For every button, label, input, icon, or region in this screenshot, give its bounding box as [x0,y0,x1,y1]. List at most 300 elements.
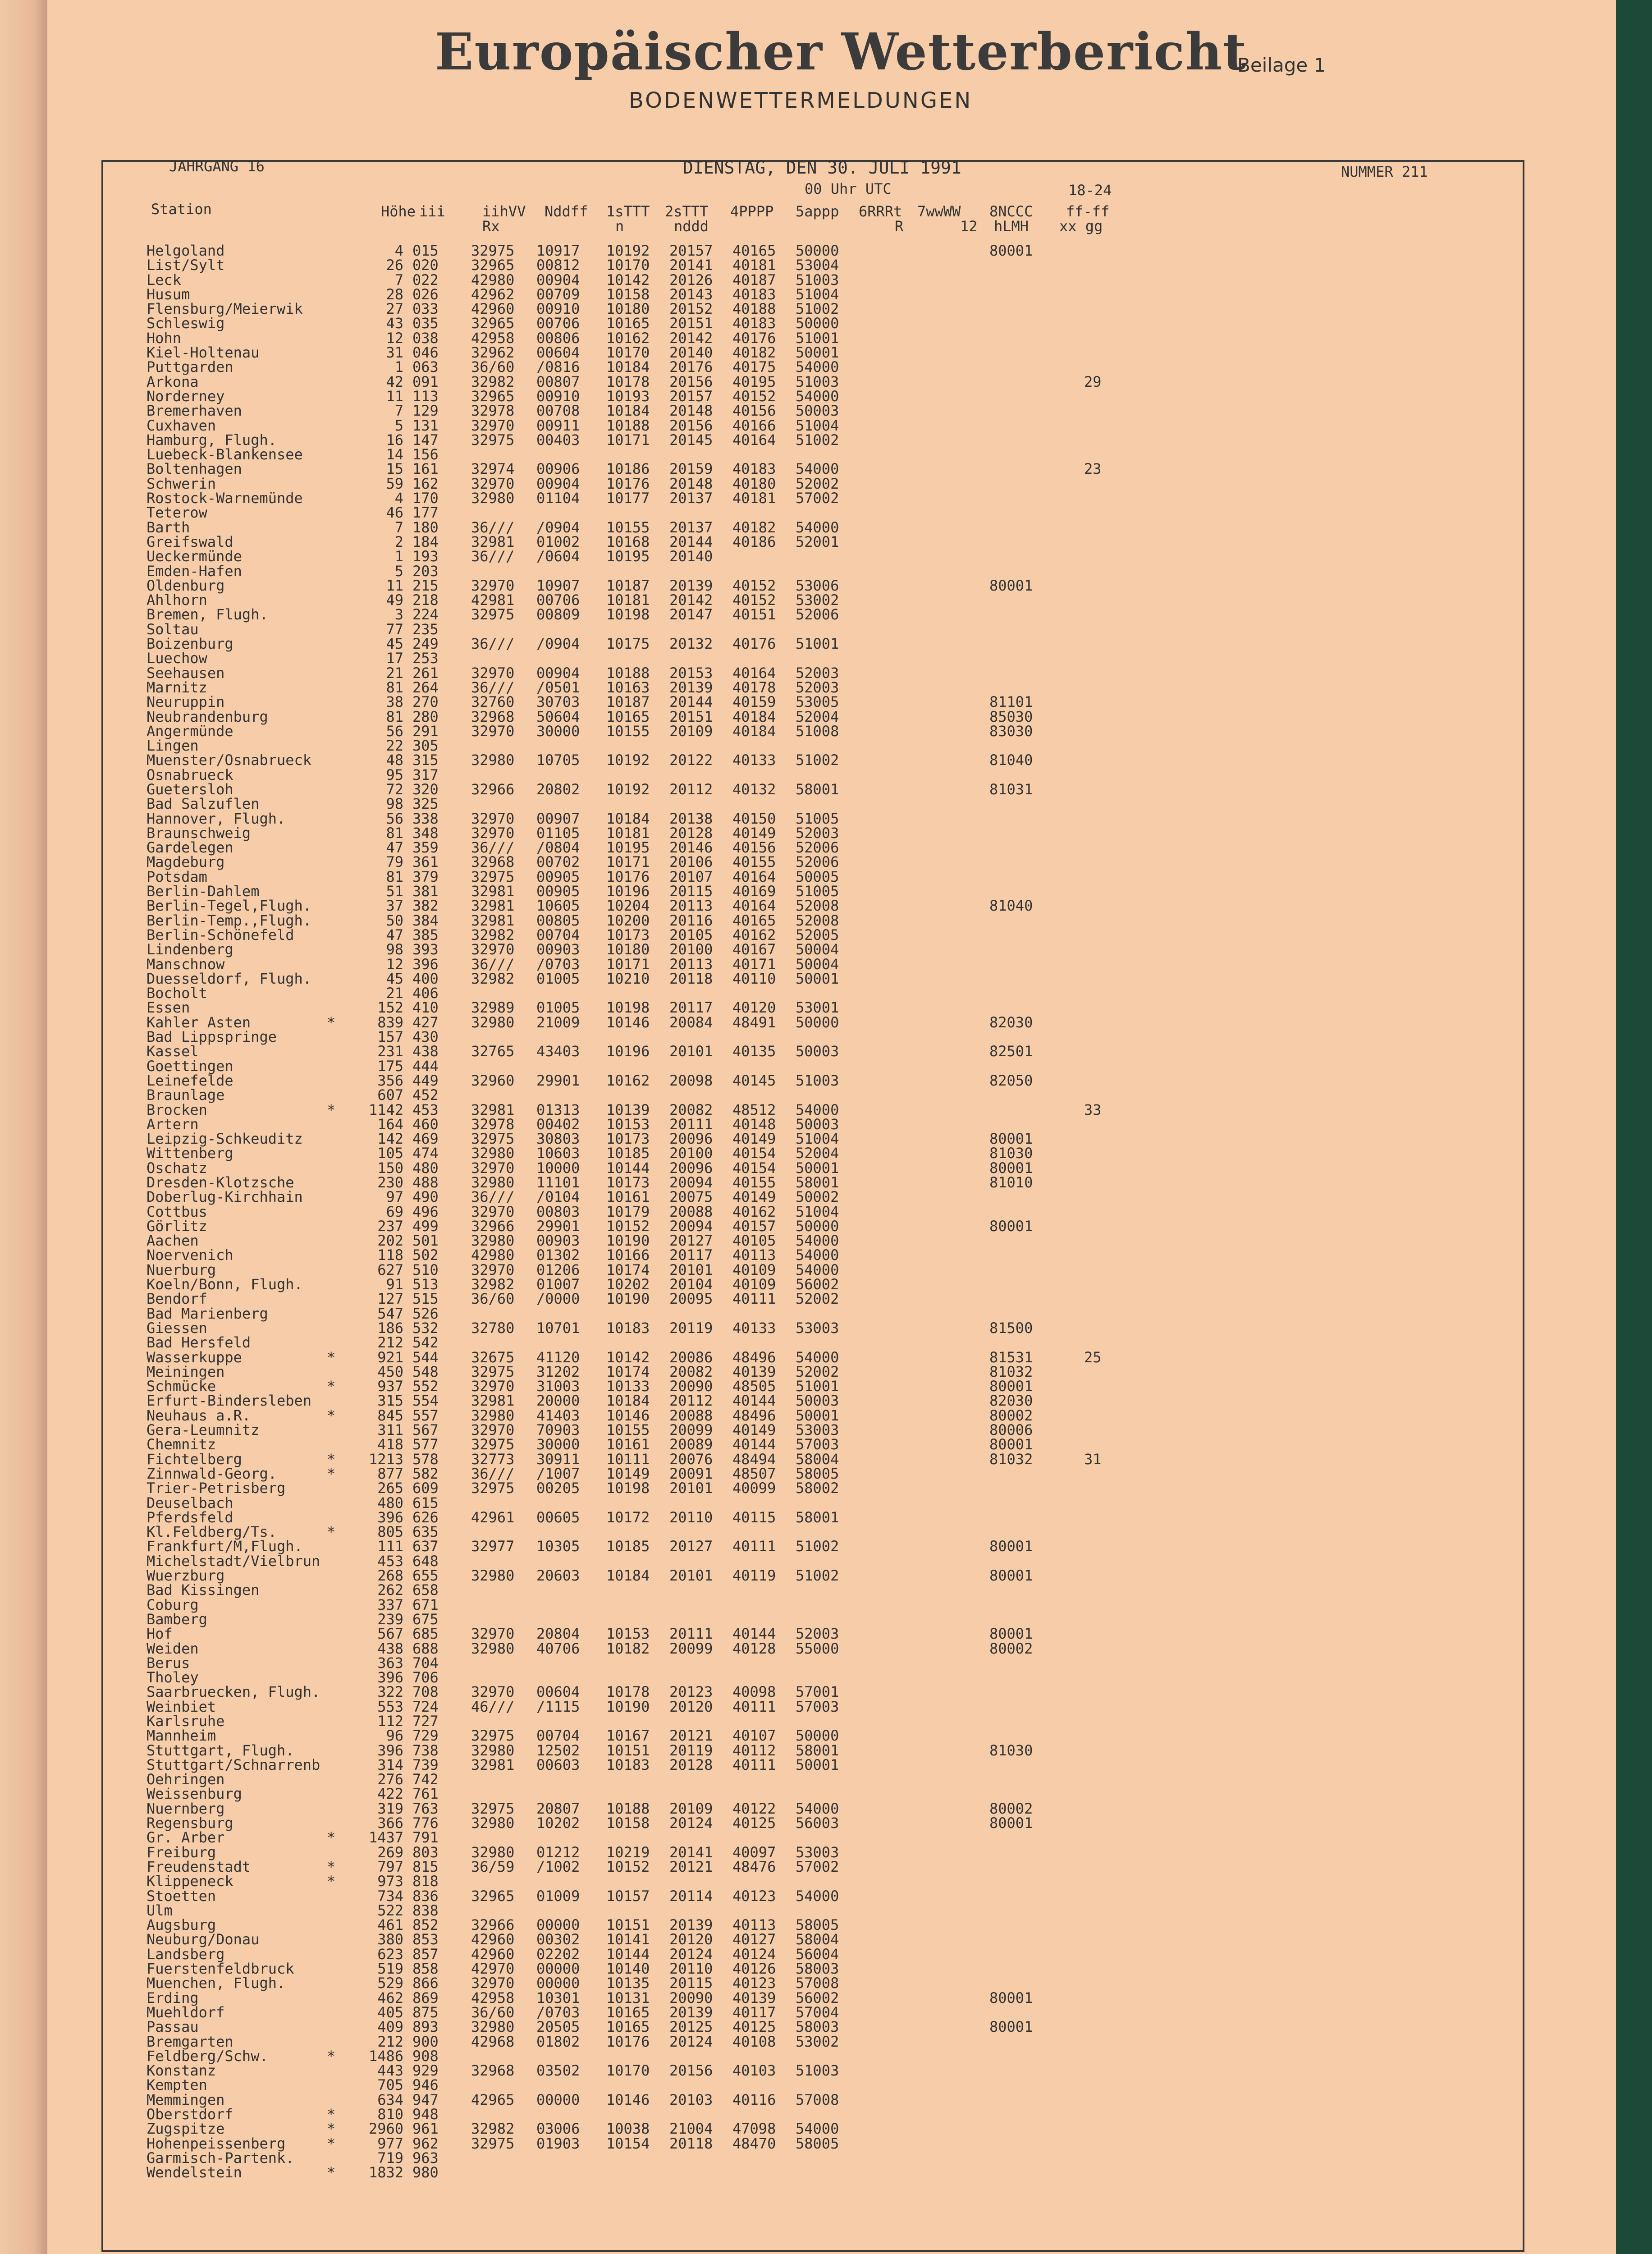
station-height: 480 [377,1494,403,1512]
station-name: Neuhaus a.R. [146,1406,251,1424]
dew-group: 20094 [669,1217,713,1235]
temp-group: 10139 [606,1101,650,1118]
iihvv-group: 36/60 [471,1290,515,1308]
pressure-group: 40099 [732,1480,776,1497]
dew-group: 20096 [669,1130,713,1148]
station-name: Berlin-Temp.,Flugh. [146,912,312,929]
cloud-group: 80002 [989,1800,1033,1817]
station-name: Marnitz [146,678,207,696]
iihvv-group: 32970 [471,1378,515,1395]
col-6rrrt: 6RRRt [859,203,902,220]
station-id: 552 [412,1378,439,1395]
dew-group: 20137 [669,490,713,507]
nddff-group: 29901 [536,1072,580,1089]
volume-label: JAHRGANG 16 [169,158,265,175]
dew-group: 20084 [669,1013,713,1031]
col-nddff: Nddff [545,203,588,220]
temp-group: 10184 [606,1567,650,1585]
station-name: Nuerburg [146,1261,216,1278]
station-height: 529 [377,1975,403,1992]
pressure-group: 40156 [732,402,776,420]
nddff-group: 20000 [536,1392,580,1410]
dew-group: 20157 [669,242,713,259]
iihvv-group: 36/// [471,955,515,973]
dew-group: 20143 [669,285,713,303]
station-height: 28 [386,285,403,303]
temp-group: 10162 [606,329,650,347]
station-id: 818 [412,1873,439,1890]
station-id: 727 [412,1712,439,1730]
dew-group: 20117 [669,1246,713,1264]
nddff-group: 29901 [536,1217,580,1235]
nddff-group: /1007 [536,1465,580,1482]
tendency-group: 54000 [796,1261,839,1278]
station-name: Cottbus [146,1203,207,1220]
station-name: Bremen, Flugh. [146,606,268,623]
tendency-group: 54000 [796,1348,839,1366]
pressure-group: 40152 [732,387,776,405]
temp-group: 10158 [606,1814,650,1832]
station-name: Luechow [146,650,207,667]
pressure-group: 40098 [732,1683,776,1701]
pressure-group: 48491 [732,1013,776,1031]
station-name: Bad Kissingen [146,1581,260,1599]
tendency-group: 51003 [796,2062,839,2080]
nddff-group: 00702 [536,853,580,871]
station-id: 449 [412,1072,439,1089]
dew-group: 20113 [669,955,713,973]
station-id: 033 [412,300,439,318]
tendency-group: 57002 [796,490,839,507]
cloud-group: 81030 [989,1741,1033,1759]
station-id: 577 [412,1436,439,1453]
cloud-group: 81040 [989,897,1033,915]
station-name: Fichtelberg [146,1450,242,1468]
col-xxgg: xx gg [1059,218,1103,235]
station-height: 1142 [368,1101,403,1118]
tendency-group: 53006 [796,577,839,594]
pressure-group: 40149 [732,824,776,842]
station-id: 502 [412,1246,439,1264]
nddff-group: 00604 [536,344,580,362]
pressure-group: 40165 [732,912,776,929]
station-height: 396 [377,1741,403,1759]
station-name: Bocholt [146,985,207,1002]
iihvv-group: 32970 [471,417,515,434]
station-height: 1 [394,548,403,565]
iihvv-group: 46/// [471,1698,515,1715]
col-iii: iii [419,203,445,220]
station-id: 675 [412,1610,439,1628]
issue-date: DIENSTAG, DEN 30. JULI 1991 [683,158,961,178]
nddff-group: 00605 [536,1508,580,1526]
temp-group: 10186 [606,460,650,478]
station-name: Koeln/Bonn, Flugh. [146,1276,303,1293]
dew-group: 20146 [669,839,713,857]
station-height: 268 [377,1567,403,1585]
iihvv-group: 32970 [471,1159,515,1177]
tendency-group: 50001 [796,1406,839,1424]
wind-group: 29 [1084,373,1102,390]
dew-group: 20125 [669,2018,713,2036]
station-id: 791 [412,1829,439,1846]
station-name: Wittenberg [146,1145,233,1162]
tendency-group: 53003 [796,1319,839,1337]
station-id: 193 [412,548,439,565]
dew-group: 20111 [669,1115,713,1133]
tendency-group: 50001 [796,1159,839,1177]
pressure-group: 40150 [732,810,776,827]
station-height: 45 [386,970,403,987]
pressure-group: 40149 [732,1188,776,1206]
station-id: 706 [412,1669,439,1686]
iihvv-group: 32970 [471,1975,515,1992]
tendency-group: 57001 [796,1683,839,1701]
temp-group: 10195 [606,839,650,857]
iihvv-group: 32982 [471,2120,515,2138]
station-id: 488 [412,1174,439,1191]
iihvv-group: 32980 [471,1741,515,1759]
dew-group: 20104 [669,1276,713,1293]
dew-group: 20157 [669,387,713,405]
iihvv-group: 32989 [471,999,515,1017]
station-height: 81 [386,868,403,885]
cloud-group: 80001 [989,577,1033,594]
tendency-group: 56002 [796,1989,839,2007]
tendency-group: 58001 [796,780,839,798]
station-height: 47 [386,839,403,857]
station-name: Tholey [146,1669,199,1686]
nddff-group: 20807 [536,1800,580,1817]
pressure-group: 40127 [732,1931,776,1948]
station-height: 805 [377,1523,403,1541]
nddff-group: 10907 [536,577,580,594]
pressure-group: 40145 [732,1072,776,1089]
tendency-group: 58002 [796,1480,839,1497]
cloud-group: 80001 [989,1625,1033,1643]
pressure-group: 40109 [732,1261,776,1278]
station-height: 269 [377,1843,403,1861]
dew-group: 20141 [669,257,713,274]
cloud-group: 80002 [989,1640,1033,1657]
station-name: Boizenburg [146,635,233,653]
dew-group: 20101 [669,1261,713,1278]
station-height: 157 [377,1028,403,1046]
station-height: 634 [377,2091,403,2108]
tendency-group: 53001 [796,999,839,1017]
nddff-group: 00706 [536,591,580,609]
iihvv-group: 32962 [471,344,515,362]
station-id: 218 [412,591,439,609]
pressure-group: 40111 [732,1290,776,1308]
station-id: 396 [412,955,439,973]
station-name: Helgoland [146,242,225,259]
pressure-group: 40154 [732,1159,776,1177]
station-height: 127 [377,1290,403,1308]
temp-group: 10176 [606,2033,650,2050]
temp-group: 10170 [606,344,650,362]
station-id: 980 [412,2164,439,2181]
station-id: 501 [412,1232,439,1250]
station-height: 5 [394,417,403,434]
station-name: Muehldorf [146,2003,225,2021]
station-name: Leinefelde [146,1072,233,1089]
temp-group: 10173 [606,926,650,944]
iihvv-group: 32970 [471,824,515,842]
pressure-group: 47098 [732,2120,776,2138]
temp-group: 10192 [606,780,650,798]
cloud-group: 85030 [989,708,1033,725]
col-hoehe: Höhe [381,203,416,220]
pressure-group: 40139 [732,1363,776,1380]
temp-group: 10178 [606,373,650,390]
station-name: Ulm [146,1901,173,1919]
nddff-group: 01005 [536,970,580,987]
station-name: Feldberg/Schw. [146,2047,268,2065]
iihvv-group: 32980 [471,1567,515,1585]
nddff-group: 00000 [536,1916,580,1934]
tendency-group: 52004 [796,1145,839,1162]
station-name: Luebeck-Blankensee [146,446,303,463]
pressure-group: 40128 [732,1640,776,1657]
cloud-group: 80001 [989,1538,1033,1555]
dew-group: 20120 [669,1931,713,1948]
station-id: 815 [412,1858,439,1875]
station-height: 522 [377,1901,403,1919]
station-id: 499 [412,1217,439,1235]
nddff-group: 20603 [536,1567,580,1585]
station-name: Kassel [146,1043,199,1060]
station-id: 510 [412,1261,439,1278]
temp-group: 10152 [606,1217,650,1235]
station-name: Berlin-Schönefeld [146,926,294,944]
tendency-group: 54000 [796,518,839,536]
temp-group: 10180 [606,941,650,958]
nddff-group: 10301 [536,1989,580,2007]
station-name: Braunschweig [146,824,251,842]
station-id: 359 [412,839,439,857]
alt-mark: * [327,1406,336,1424]
station-name: Osnabrueck [146,766,233,783]
station-name: Lingen [146,737,199,755]
tendency-group: 58003 [796,2018,839,2036]
station-name: Wasserkuppe [146,1348,242,1366]
station-name: Bad Lippspringe [146,1028,277,1046]
pressure-group: 40164 [732,664,776,682]
iihvv-group: 32975 [471,1727,515,1745]
dew-group: 20116 [669,912,713,929]
temp-group: 10200 [606,912,650,929]
iihvv-group: 42962 [471,285,515,303]
tendency-group: 56003 [796,1814,839,1832]
station-height: 16 [386,431,403,449]
station-height: 47 [386,926,403,944]
station-height: 1213 [368,1450,403,1468]
station-height: 3 [394,606,403,623]
nddff-group: 00910 [536,300,580,318]
pressure-group: 48507 [732,1465,776,1482]
col-n: n [615,218,624,235]
tendency-group: 53003 [796,1843,839,1861]
col-8nccc: 8NCCC [989,203,1033,220]
temp-group: 10173 [606,1174,650,1191]
tendency-group: 50003 [796,1115,839,1133]
nddff-group: 00911 [536,417,580,434]
temp-group: 10155 [606,518,650,536]
iihvv-group: 32981 [471,897,515,915]
nddff-group: 20505 [536,2018,580,2036]
temp-group: 10146 [606,2091,650,2108]
station-name: Saarbruecken, Flugh. [146,1683,320,1701]
temp-group: 10185 [606,1538,650,1555]
temp-group: 10198 [606,1480,650,1497]
station-height: 14 [386,446,403,463]
station-name: Oberstdorf [146,2106,233,2123]
iihvv-group: 32981 [471,1101,515,1118]
station-name: List/Sylt [146,257,225,274]
iihvv-group: 32977 [471,1538,515,1555]
station-id: 361 [412,853,439,871]
station-name: Potsdam [146,868,207,885]
station-id: 180 [412,518,439,536]
temp-group: 10184 [606,358,650,376]
station-name: Ueckermünde [146,548,242,565]
station-height: 2 [394,533,403,550]
dew-group: 20112 [669,1392,713,1410]
iihvv-group: 32970 [471,1261,515,1278]
station-height: 705 [377,2076,403,2094]
tendency-group: 54000 [796,460,839,478]
station-id: 729 [412,1727,439,1745]
iihvv-group: 42961 [471,1508,515,1526]
station-name: Nuernberg [146,1800,225,1817]
pressure-group: 40181 [732,490,776,507]
temp-group: 10172 [606,1508,650,1526]
station-id: 929 [412,2062,439,2080]
pressure-group: 40126 [732,1960,776,1978]
pressure-group: 40144 [732,1436,776,1453]
dew-group: 20147 [669,606,713,623]
nddff-group: 21009 [536,1013,580,1031]
station-height: 265 [377,1480,403,1497]
station-name: Gardelegen [146,839,233,857]
station-height: 319 [377,1800,403,1817]
tendency-group: 58004 [796,1931,839,1948]
station-name: Michelstadt/Vielbrun [146,1552,320,1570]
station-id: 162 [412,475,439,492]
nddff-group: 00604 [536,1683,580,1701]
dew-group: 20099 [669,1421,713,1439]
station-id: 400 [412,970,439,987]
station-id: 325 [412,795,439,813]
cloud-group: 80002 [989,1406,1033,1424]
iihvv-group: 32966 [471,780,515,798]
temp-group: 10151 [606,1741,650,1759]
station-height: 322 [377,1683,403,1701]
alt-mark: * [327,1348,336,1366]
temp-group: 10167 [606,1727,650,1745]
station-height: 77 [386,620,403,638]
alt-mark: * [327,1858,336,1875]
tendency-group: 50000 [796,1727,839,1745]
issue-number: NUMMER 211 [1341,163,1428,180]
iihvv-group: 32970 [471,722,515,740]
nddff-group: 10202 [536,1814,580,1832]
station-height: 79 [386,853,403,871]
dew-group: 20101 [669,1567,713,1585]
cloud-group: 80001 [989,1130,1033,1148]
nddff-group: 10603 [536,1145,580,1162]
station-height: 98 [386,941,403,958]
iihvv-group: 32970 [471,664,515,682]
pressure-group: 40123 [732,1975,776,1992]
iihvv-group: 42968 [471,2033,515,2050]
station-id: 460 [412,1115,439,1133]
station-height: 81 [386,824,403,842]
cloud-group: 81500 [989,1319,1033,1337]
iihvv-group: 32978 [471,402,515,420]
tendency-group: 50003 [796,1392,839,1410]
station-name: Frankfurt/M,Flugh. [146,1538,303,1555]
dew-group: 20123 [669,1683,713,1701]
station-height: 95 [386,766,403,783]
iihvv-group: 32975 [471,1800,515,1817]
station-name: Fuerstenfeldbruck [146,1960,294,1978]
station-name: Klippeneck [146,1873,233,1890]
station-id: 893 [412,2018,439,2036]
nddff-group: 01903 [536,2135,580,2152]
station-id: 270 [412,693,439,711]
nddff-group: 01212 [536,1843,580,1861]
document-page [47,0,1616,2254]
pressure-group: 40184 [732,708,776,725]
tendency-group: 57004 [796,2003,839,2021]
station-id: 532 [412,1319,439,1337]
station-name: Trier-Petrisberg [146,1480,286,1497]
cloud-group: 81030 [989,1145,1033,1162]
dew-group: 20122 [669,751,713,769]
nddff-group: 01009 [536,1887,580,1905]
iihvv-group: 36/// [471,1188,515,1206]
nddff-group: 41120 [536,1348,580,1366]
station-height: 22 [386,737,403,755]
station-id: 557 [412,1406,439,1424]
pressure-group: 40124 [732,1945,776,1963]
station-height: 380 [377,1931,403,1948]
dew-group: 20111 [669,1625,713,1643]
temp-group: 10187 [606,577,650,594]
station-name: Neubrandenburg [146,708,268,725]
nddff-group: /1115 [536,1698,580,1715]
col-5appp: 5appp [796,203,839,220]
station-height: 1832 [368,2164,403,2181]
station-name: Emden-Hafen [146,562,242,580]
tendency-group: 52008 [796,897,839,915]
station-name: Artern [146,1115,199,1133]
tendency-group: 53002 [796,2033,839,2050]
station-id: 020 [412,257,439,274]
tendency-group: 58005 [796,1465,839,1482]
station-name: Kiel-Holtenau [146,344,260,362]
pressure-group: 40186 [732,533,776,550]
station-id: 742 [412,1771,439,1788]
cloud-group: 81101 [989,693,1033,711]
station-name: Pferdsfeld [146,1508,233,1526]
station-id: 026 [412,285,439,303]
station-height: 21 [386,985,403,1002]
observation-time: 00 Uhr UTC [805,180,892,197]
col-r: R [895,218,904,235]
